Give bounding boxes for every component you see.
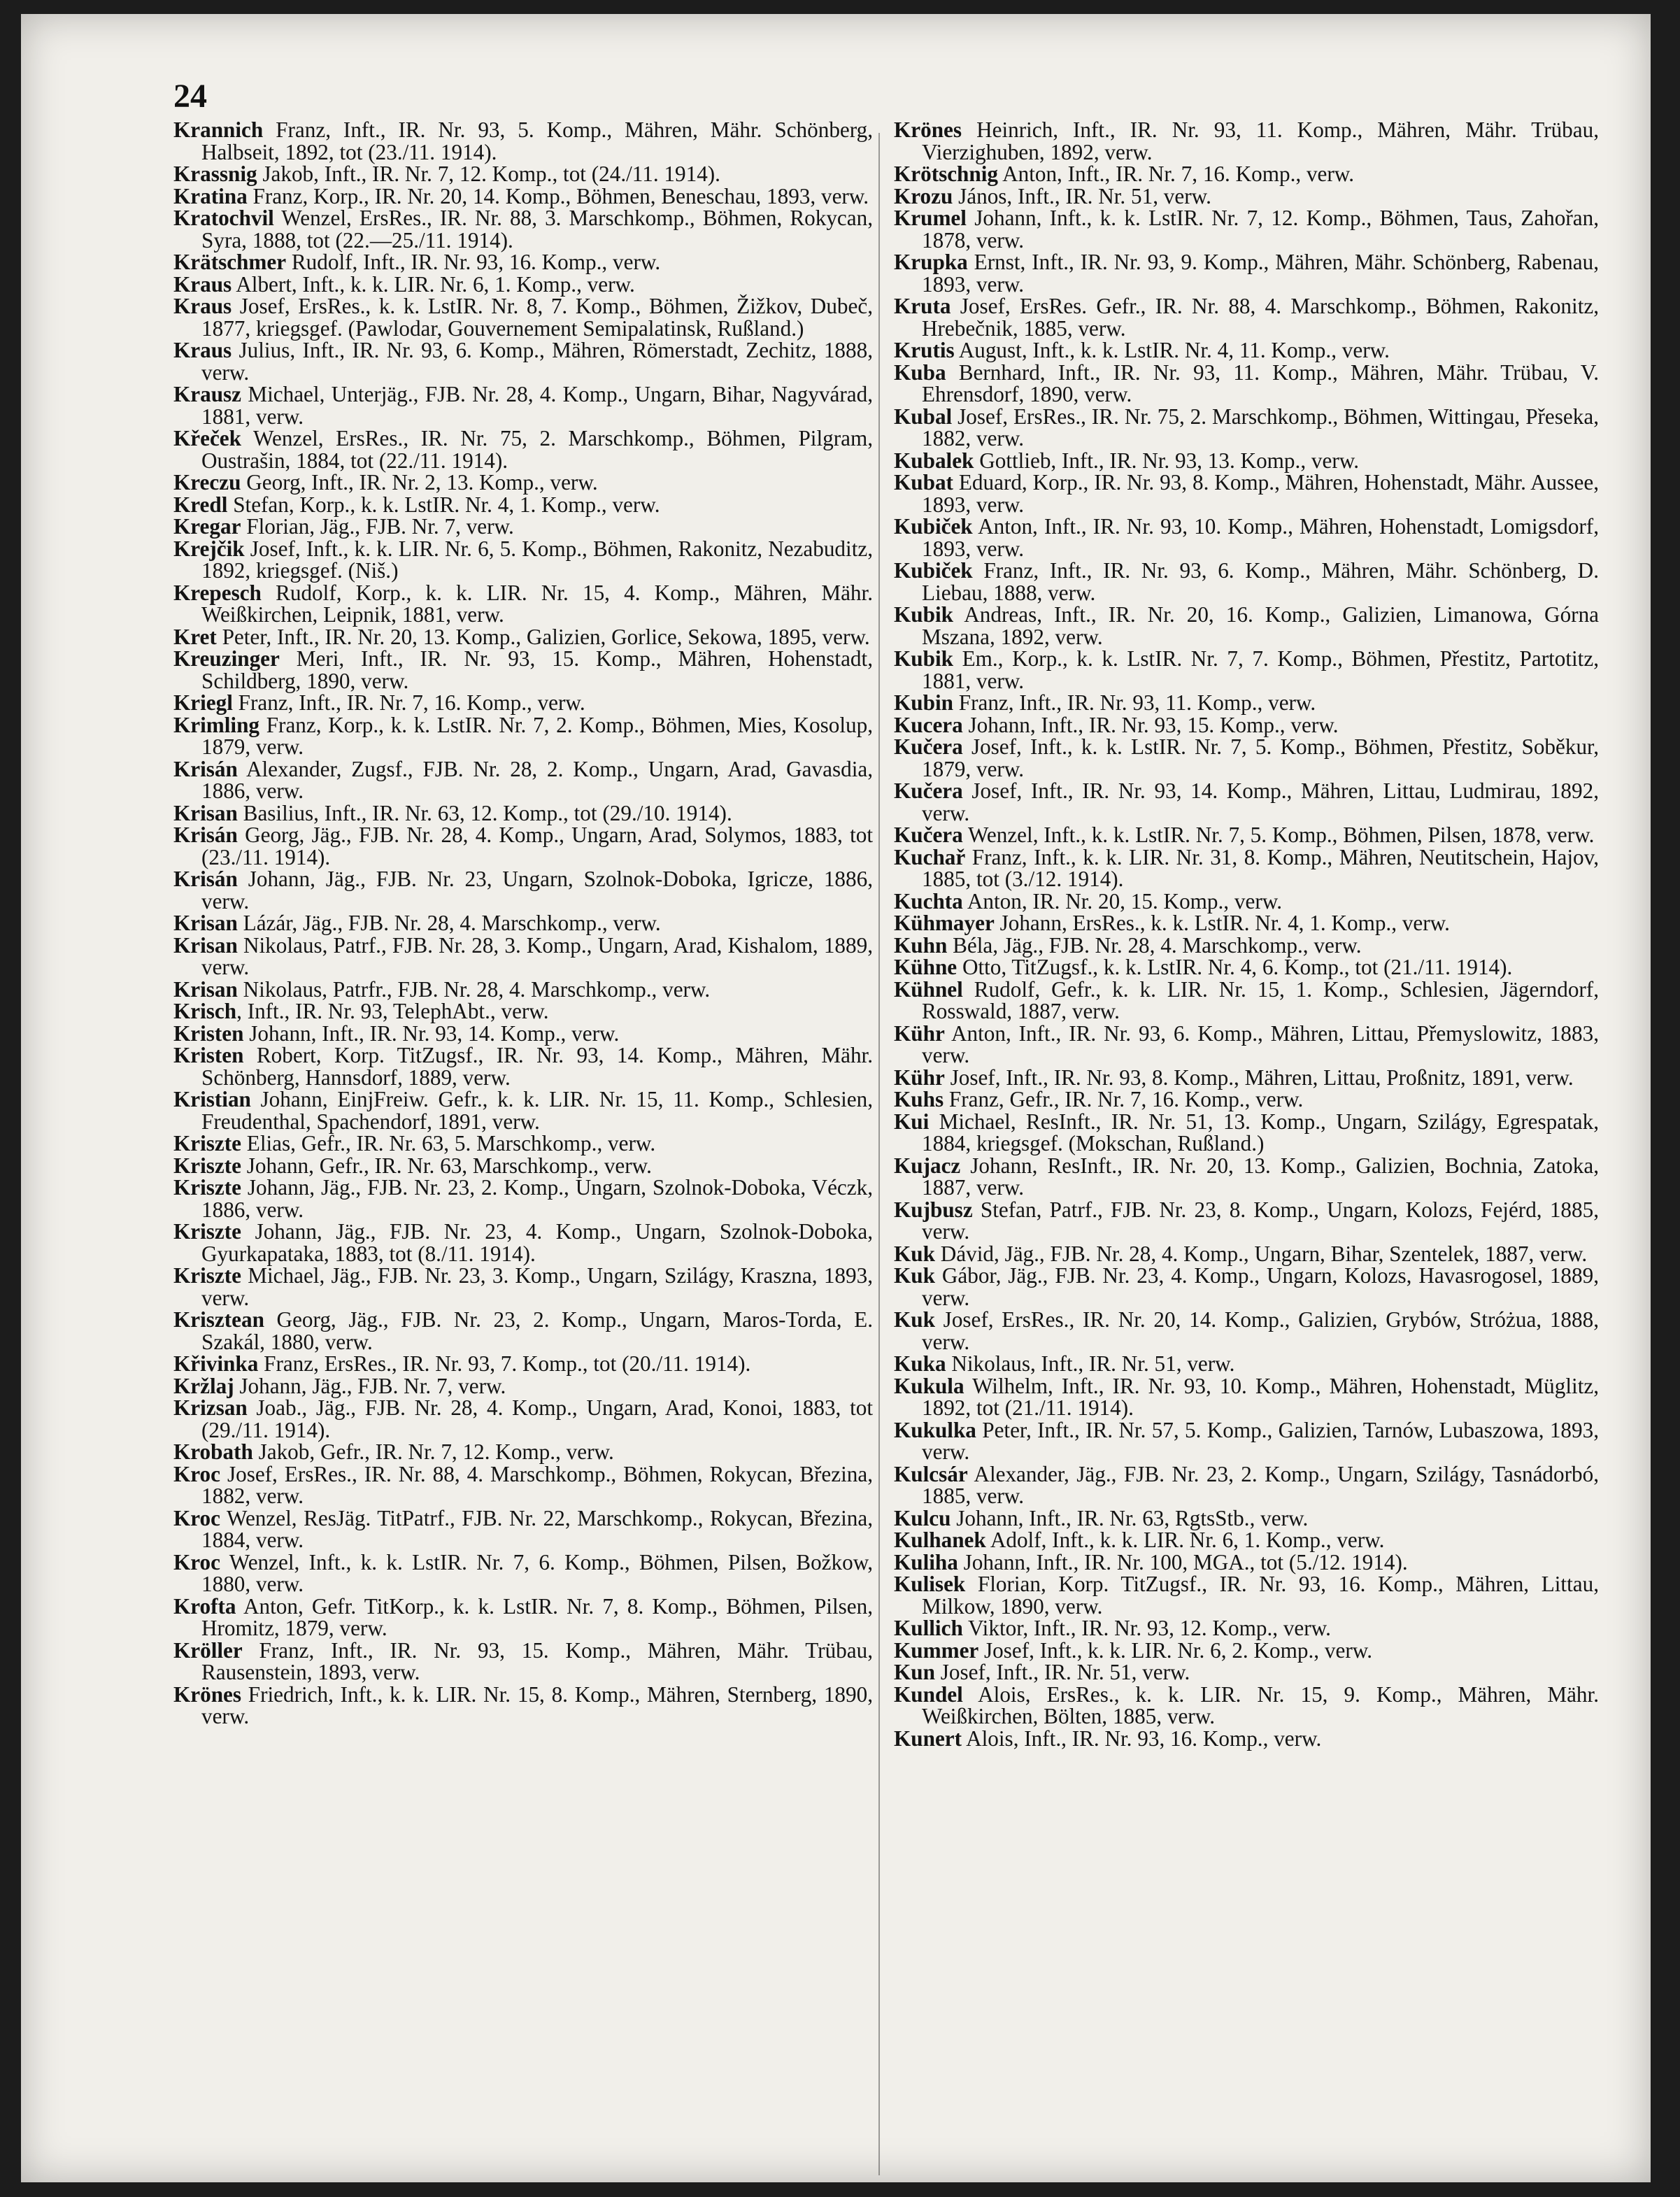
entry-details: Josef, ErsRes., IR. Nr. 20, 14. Komp., Galizien, Grybów, Stróżua, 1888, verw. xyxy=(922,1307,1599,1354)
entry-surname: Kriszte xyxy=(173,1153,241,1178)
entry-surname: Kuchař xyxy=(894,844,966,869)
casualty-entry xyxy=(894,450,1599,472)
entry-details: Georg, Jäg., FJB. Nr. 23, 2. Komp., Ungarn, Maros-Torda, E. Szakál, 1880, verw. xyxy=(201,1307,873,1354)
entry-details: Wilhelm, Inft., IR. Nr. 93, 10. Komp., Mähren, Hohenstadt, Müglitz, 1892, tot (21./11. 1914). xyxy=(922,1373,1599,1420)
casualty-entry xyxy=(894,890,1599,913)
casualty-entry xyxy=(894,362,1599,406)
entry-surname: Křeček xyxy=(173,426,241,450)
entry-details: Alexander, Zugsf., FJB. Nr. 28, 2. Komp., Ungarn, Arad, Gavasdia, 1886, verw. xyxy=(201,756,873,803)
entry-details: Franz, Inft., IR. Nr. 93, 6. Komp., Mähren, Mähr. Schönberg, D. Liebau, 1888, verw. xyxy=(922,558,1599,605)
entry-surname: Kriszte xyxy=(173,1263,241,1288)
entry-surname: Kubal xyxy=(894,404,953,429)
entry-details: Wenzel, ErsRes., IR. Nr. 88, 3. Marschkomp., Böhmen, Rokycan, Syra, 1888, tot (22.—25./11. 1914). xyxy=(201,206,873,253)
entry-details: Em., Korp., k. k. LstIR. Nr. 7, 7. Komp., Böhmen, Přestitz, Partotitz, 1881, verw. xyxy=(922,646,1599,693)
entry-details: Wenzel, ResJäg. TitPatrf., FJB. Nr. 22, Marschkomp., Rokycan, Březina, 1884, verw. xyxy=(201,1505,873,1552)
casualty-entry xyxy=(894,976,1599,1023)
entry-details: Eduard, Korp., IR. Nr. 93, 8. Komp., Mähren, Hohenstadt, Mähr. Aussee, 1893, verw. xyxy=(922,470,1599,517)
page-number: 24 xyxy=(173,78,207,115)
entry-surname: Kummer xyxy=(894,1637,979,1663)
entry-details: Johann, EinjFreiw. Gefr., k. k. LIR. Nr. 15, 11. Komp., Schlesien, Freudenthal, Spachendorf, 1891, verw. xyxy=(201,1087,873,1134)
casualty-entry xyxy=(894,1507,1599,1530)
entry-details: Otto, TitZugsf., k. k. LstIR. Nr. 4, 6. Komp., tot (21./11. 1914). xyxy=(957,955,1513,979)
casualty-entry xyxy=(894,1551,1599,1574)
entry-details: , Inft., IR. Nr. 93, TelephAbt., verw. xyxy=(236,999,549,1023)
entry-details: Nikolaus, Patrf., FJB. Nr. 28, 3. Komp., Ungarn, Arad, Kishalom, 1889, verw. xyxy=(201,932,873,979)
casualty-entry xyxy=(894,163,1599,185)
casualty-entry xyxy=(173,1681,873,1728)
entry-details: August, Inft., k. k. LstIR. Nr. 4, 11. Komp., verw. xyxy=(954,338,1390,362)
entry-surname: Kraus xyxy=(173,338,232,362)
entry-surname: Kristen xyxy=(173,1043,244,1067)
entry-details: Franz, Korp., IR. Nr. 20, 14. Komp., Böhmen, Beneschau, 1893, verw. xyxy=(247,183,869,208)
casualty-entry xyxy=(894,207,1599,251)
entry-surname: Kujbusz xyxy=(894,1197,973,1222)
entry-details: János, Inft., IR. Nr. 51, verw. xyxy=(953,183,1211,208)
entry-surname: Kraus xyxy=(173,294,232,318)
entry-details: Wenzel, Inft., k. k. LstIR. Nr. 7, 6. Komp., Böhmen, Pilsen, Božkow, 1880, verw. xyxy=(201,1549,873,1596)
casualty-entry xyxy=(894,1463,1599,1507)
entry-details: Gottlieb, Inft., IR. Nr. 93, 13. Komp., verw. xyxy=(974,448,1360,473)
column-divider xyxy=(878,133,880,2175)
entry-details: Josef, Inft., IR. Nr. 51, verw. xyxy=(934,1660,1190,1684)
entry-surname: Krejčik xyxy=(173,536,245,561)
entry-surname: Kratochvil xyxy=(173,206,274,230)
entry-surname: Kuk xyxy=(894,1241,935,1266)
casualty-entry xyxy=(173,1265,873,1309)
entry-surname: Kregar xyxy=(173,514,241,539)
entry-surname: Kubiček xyxy=(894,558,973,583)
casualty-entry xyxy=(173,295,873,339)
casualty-entry xyxy=(173,273,873,296)
entry-details: Dávid, Jäg., FJB. Nr. 28, 4. Komp., Ungarn, Bihar, Szentelek, 1887, verw. xyxy=(934,1241,1588,1266)
casualty-entry xyxy=(894,692,1599,714)
entry-surname: Kubik xyxy=(894,646,953,671)
entry-details: Johann, Inft., IR. Nr. 93, 15. Komp., verw. xyxy=(962,712,1339,737)
casualty-entry xyxy=(173,516,873,538)
casualty-entry xyxy=(894,956,1599,979)
casualty-entry xyxy=(173,207,873,251)
entry-details: Josef, ErsRes., IR. Nr. 75, 2. Marschkomp., Böhmen, Wittingau, Přeseka, 1882, verw. xyxy=(922,404,1599,450)
casualty-entry xyxy=(894,780,1599,824)
casualty-entry xyxy=(173,163,873,185)
left-column xyxy=(173,119,873,1728)
entry-details: Heinrich, Inft., IR. Nr. 93, 11. Komp., Mähren, Mähr. Trübau, Vierzighuben, 1892, verw. xyxy=(922,118,1599,164)
casualty-entry xyxy=(173,1309,873,1353)
casualty-entry xyxy=(173,582,873,626)
entry-details: Johann, Jäg., FJB. Nr. 7, verw. xyxy=(234,1373,506,1398)
entry-surname: Kühnel xyxy=(894,976,963,1002)
entry-details: Michael, Jäg., FJB. Nr. 23, 3. Komp., Ungarn, Szilágy, Kraszna, 1893, verw. xyxy=(201,1263,873,1310)
casualty-entry xyxy=(173,427,873,471)
entry-surname: Kulcu xyxy=(894,1505,951,1530)
entry-details: Georg, Jäg., FJB. Nr. 28, 4. Komp., Ungarn, Arad, Solymos, 1883, tot (23./11. 1914). xyxy=(201,823,873,869)
casualty-entry xyxy=(173,538,873,582)
entry-surname: Kühmayer xyxy=(894,911,995,935)
entry-surname: Krönes xyxy=(894,118,962,142)
entry-surname: Kruta xyxy=(894,294,951,318)
casualty-entry xyxy=(894,1243,1599,1265)
entry-details: Friedrich, Inft., k. k. LIR. Nr. 15, 8. Komp., Mähren, Sternberg, 1890, verw. xyxy=(201,1681,873,1728)
casualty-entry xyxy=(173,1023,873,1045)
entry-surname: Kühr xyxy=(894,1021,945,1046)
entry-surname: Krutis xyxy=(894,338,955,362)
entry-surname: Kreuzinger xyxy=(173,646,280,671)
entry-surname: Krisán xyxy=(173,823,238,847)
entry-details: Alois, Inft., IR. Nr. 93, 16. Komp., verw. xyxy=(962,1726,1322,1751)
entry-surname: Kuka xyxy=(894,1351,946,1376)
entry-details: Andreas, Inft., IR. Nr. 20, 16. Komp., Galizien, Limanowa, Górna Mszana, 1892, verw. xyxy=(922,602,1599,649)
casualty-entry xyxy=(173,912,873,934)
entry-surname: Kroc xyxy=(173,1461,220,1486)
entry-details: Josef, ErsRes., IR. Nr. 88, 4. Marschkomp., Böhmen, Rokycan, Březina, 1882, verw. xyxy=(201,1461,873,1508)
entry-surname: Krannich xyxy=(173,118,264,142)
entry-details: Elias, Gefr., IR. Nr. 63, 5. Marschkomp., verw. xyxy=(241,1131,656,1156)
casualty-entry xyxy=(894,1265,1599,1309)
entry-details: Johann, ResInft., IR. Nr. 20, 13. Komp., Galizien, Bochnia, Zatoka, 1887, verw. xyxy=(922,1153,1599,1200)
casualty-entry xyxy=(173,339,873,383)
entry-surname: Kraus xyxy=(173,271,232,297)
casualty-entry xyxy=(894,1023,1599,1067)
entry-surname: Krausz xyxy=(173,382,242,406)
casualty-entry xyxy=(894,1529,1599,1551)
entry-surname: Kriegl xyxy=(173,690,233,715)
casualty-entry xyxy=(894,1681,1599,1728)
entry-details: Rudolf, Korp., k. k. LIR. Nr. 15, 4. Komp., Mähren, Mähr. Weißkirchen, Leipnik, 1881, verw. xyxy=(201,580,873,627)
entry-surname: Kučera xyxy=(894,734,963,759)
casualty-entry xyxy=(173,868,873,912)
casualty-entry xyxy=(173,494,873,516)
entry-surname: Kulisek xyxy=(894,1572,966,1596)
casualty-entry xyxy=(894,1617,1599,1640)
entry-details: Franz, Inft., IR. Nr. 93, 5. Komp., Mähren, Mähr. Schönberg, Halbseit, 1892, tot (23./11. 1914). xyxy=(201,118,873,164)
entry-details: Johann, Inft., IR. Nr. 93, 14. Komp., verw. xyxy=(243,1021,620,1046)
casualty-entry xyxy=(894,1353,1599,1375)
casualty-entry xyxy=(173,934,873,979)
casualty-entry xyxy=(894,1661,1599,1684)
entry-details: Franz, Inft., IR. Nr. 93, 11. Komp., verw. xyxy=(953,690,1316,715)
entry-surname: Kunert xyxy=(894,1726,962,1751)
entry-details: Jakob, Gefr., IR. Nr. 7, 12. Komp., verw. xyxy=(252,1439,614,1464)
document-page xyxy=(21,14,1651,2182)
entry-details: Rudolf, Inft., IR. Nr. 93, 16. Komp., verw. xyxy=(286,250,661,274)
entry-surname: Krisán xyxy=(173,867,238,891)
entry-details: Gábor, Jäg., FJB. Nr. 23, 4. Komp., Ungarn, Kolozs, Havasrogosel, 1889, verw. xyxy=(922,1263,1599,1310)
entry-details: Franz, Inft., IR. Nr. 93, 15. Komp., Mähren, Mähr. Trübau, Rausenstein, 1893, verw. xyxy=(201,1637,873,1684)
entry-surname: Kučera xyxy=(894,778,963,803)
casualty-entry xyxy=(173,1507,873,1551)
casualty-entry xyxy=(894,714,1599,737)
entry-surname: Kubalek xyxy=(894,448,974,473)
casualty-entry xyxy=(173,1221,873,1265)
entry-surname: Kubiček xyxy=(894,514,973,539)
casualty-entry xyxy=(894,648,1599,692)
entry-surname: Kröller xyxy=(173,1637,243,1663)
entry-details: Anton, IR. Nr. 20, 15. Komp., verw. xyxy=(962,888,1283,913)
entry-surname: Křivinka xyxy=(173,1351,259,1376)
entry-surname: Krisán xyxy=(173,756,238,781)
entry-details: Johann, Inft., IR. Nr. 100, MGA., tot (5./12. 1914). xyxy=(958,1549,1408,1574)
casualty-entry xyxy=(894,846,1599,890)
entry-details: Julius, Inft., IR. Nr. 93, 6. Komp., Mähren, Römerstadt, Zechitz, 1888, verw. xyxy=(201,338,873,385)
entry-details: Michael, Unterjäg., FJB. Nr. 28, 4. Komp., Ungarn, Bihar, Nagyvárad, 1881, verw. xyxy=(201,382,873,429)
entry-surname: Kukulka xyxy=(894,1417,976,1442)
entry-details: Franz, ErsRes., IR. Nr. 93, 7. Komp., tot (20./11. 1914). xyxy=(258,1351,751,1376)
entry-details: Rudolf, Gefr., k. k. LIR. Nr. 15, 1. Komp., Schlesien, Jägerndorf, Rosswald, 1887, verw. xyxy=(922,976,1599,1023)
entry-surname: Krisch xyxy=(173,999,237,1023)
entry-surname: Kucera xyxy=(894,712,963,737)
casualty-entry xyxy=(173,1375,873,1398)
entry-details: Josef, Inft., IR. Nr. 93, 8. Komp., Mähren, Littau, Proßnitz, 1891, verw. xyxy=(944,1065,1574,1090)
entry-surname: Kuk xyxy=(894,1307,935,1332)
casualty-entry xyxy=(173,1551,873,1595)
entry-surname: Krobath xyxy=(173,1439,253,1464)
entry-surname: Kuk xyxy=(894,1263,935,1288)
casualty-entry xyxy=(894,934,1599,957)
entry-details: Michael, ResInft., IR. Nr. 51, 13. Komp., Ungarn, Szilágy, Egrespatak, 1884, kriegsgef. (Mokschan, Rußland.) xyxy=(922,1109,1599,1156)
entry-surname: Kuchta xyxy=(894,888,963,913)
casualty-entry xyxy=(894,1573,1599,1617)
entry-surname: Kristen xyxy=(173,1021,244,1046)
entry-details: Johann, Gefr., IR. Nr. 63, Marschkomp., verw. xyxy=(241,1153,652,1178)
entry-surname: Krozu xyxy=(894,183,953,208)
casualty-entry xyxy=(173,626,873,648)
casualty-entry xyxy=(894,736,1599,780)
entry-surname: Kubik xyxy=(894,602,953,627)
entry-surname: Kriszte xyxy=(173,1219,241,1244)
entry-details: Franz, Inft., IR. Nr. 7, 16. Komp., verw. xyxy=(232,690,585,715)
casualty-entry xyxy=(173,1441,873,1463)
entry-details: Josef, ErsRes. Gefr., IR. Nr. 88, 4. Marschkomp., Böhmen, Rakonitz, Hrebečnik, 1885, verw. xyxy=(922,294,1599,341)
casualty-entry xyxy=(173,251,873,273)
entry-surname: Kreczu xyxy=(173,470,241,495)
entry-surname: Kubat xyxy=(894,470,953,495)
entry-surname: Krisan xyxy=(173,976,238,1002)
casualty-entry xyxy=(173,976,873,1002)
casualty-entry xyxy=(173,1463,873,1507)
entry-surname: Kristian xyxy=(173,1087,251,1111)
entry-details: Johann, Jäg., FJB. Nr. 23, Ungarn, Szolnok-Doboka, Igricze, 1886, verw. xyxy=(201,867,873,913)
entry-surname: Krizsan xyxy=(173,1395,248,1420)
entry-details: Lázár, Jäg., FJB. Nr. 28, 4. Marschkomp., verw. xyxy=(237,911,661,935)
casualty-entry xyxy=(173,714,873,758)
entry-surname: Krisztean xyxy=(173,1307,264,1332)
casualty-entry xyxy=(173,1000,873,1023)
entry-surname: Krisan xyxy=(173,932,238,958)
entry-details: Jakob, Inft., IR. Nr. 7, 12. Komp., tot (24./11. 1914). xyxy=(257,162,720,186)
casualty-entry xyxy=(173,383,873,427)
entry-surname: Krisan xyxy=(173,800,238,825)
entry-details: Ernst, Inft., IR. Nr. 93, 9. Komp., Mähren, Mähr. Schönberg, Rabenau, 1893, verw. xyxy=(922,250,1599,297)
casualty-entry xyxy=(894,912,1599,934)
entry-surname: Kržlaj xyxy=(173,1373,234,1398)
casualty-entry xyxy=(173,1088,873,1132)
entry-surname: Kredl xyxy=(173,492,228,517)
casualty-entry xyxy=(894,1088,1599,1111)
entry-details: Anton, Inft., IR. Nr. 93, 6. Komp., Mähren, Littau, Přemyslowitz, 1883, verw. xyxy=(922,1021,1599,1067)
entry-details: Adolf, Inft., k. k. LIR. Nr. 6, 1. Komp., verw. xyxy=(985,1528,1385,1552)
casualty-entry xyxy=(173,824,873,868)
casualty-entry xyxy=(173,1044,873,1088)
right-column xyxy=(894,119,1599,1749)
entry-details: Johann, Jäg., FJB. Nr. 23, 4. Komp., Ungarn, Szolnok-Doboka, Gyurkapataka, 1883, tot (8./11. 1914). xyxy=(201,1219,873,1266)
entry-surname: Kui xyxy=(894,1109,930,1134)
entry-surname: Kuhn xyxy=(894,932,948,958)
entry-surname: Krofta xyxy=(173,1593,236,1619)
casualty-entry xyxy=(173,692,873,714)
entry-details: Johann, Inft., k. k. LstIR. Nr. 7, 12. Komp., Böhmen, Taus, Zahořan, 1878, verw. xyxy=(922,206,1599,253)
casualty-entry xyxy=(894,406,1599,450)
entry-surname: Kühne xyxy=(894,955,958,979)
entry-details: Peter, Inft., IR. Nr. 57, 5. Komp., Galizien, Tarnów, Lubaszowa, 1893, verw. xyxy=(922,1417,1599,1464)
entry-details: Josef, Inft., k. k. LIR. Nr. 6, 5. Komp., Böhmen, Rakonitz, Nezabuditz, 1892, kriegsgef. (Niš.) xyxy=(201,536,873,583)
entry-details: Béla, Jäg., FJB. Nr. 28, 4. Marschkomp., verw. xyxy=(947,932,1362,958)
entry-surname: Kriszte xyxy=(173,1131,241,1156)
entry-details: Johann, Inft., IR. Nr. 63, RgtsStb., verw. xyxy=(951,1505,1309,1530)
entry-details: Basilius, Inft., IR. Nr. 63, 12. Komp., tot (29./10. 1914). xyxy=(237,800,732,825)
casualty-entry xyxy=(173,471,873,494)
casualty-entry xyxy=(894,516,1599,560)
casualty-entry xyxy=(894,1728,1599,1750)
entry-details: Franz, Gefr., IR. Nr. 7, 16. Komp., verw. xyxy=(944,1087,1304,1111)
casualty-entry xyxy=(173,1595,873,1640)
entry-surname: Kühr xyxy=(894,1065,945,1090)
entry-details: Josef, Inft., IR. Nr. 93, 14. Komp., Mähren, Littau, Ludmirau, 1892, verw. xyxy=(922,778,1599,825)
entry-surname: Kroc xyxy=(173,1549,220,1574)
entry-details: Josef, Inft., k. k. LIR. Nr. 6, 2. Komp., verw. xyxy=(978,1637,1372,1663)
casualty-entry xyxy=(894,1155,1599,1199)
entry-details: Georg, Inft., IR. Nr. 2, 13. Komp., verw. xyxy=(241,470,598,495)
entry-surname: Kun xyxy=(894,1660,935,1684)
entry-details: Peter, Inft., IR. Nr. 20, 13. Komp., Galizien, Gorlice, Sekowa, 1895, verw. xyxy=(216,624,870,649)
entry-surname: Krönes xyxy=(173,1681,242,1707)
casualty-entry xyxy=(173,648,873,692)
entry-surname: Krupka xyxy=(894,250,968,274)
entry-surname: Kuhs xyxy=(894,1087,944,1111)
entry-surname: Kučera xyxy=(894,823,963,847)
entry-surname: Kundel xyxy=(894,1681,963,1707)
casualty-entry xyxy=(894,604,1599,648)
casualty-entry xyxy=(894,119,1599,163)
casualty-entry xyxy=(894,1637,1599,1663)
entry-surname: Krätschmer xyxy=(173,250,287,274)
casualty-entry xyxy=(894,1419,1599,1463)
entry-details: Bernhard, Inft., IR. Nr. 93, 11. Komp., Mähren, Mähr. Trübau, V. Ehrensdorf, 1890, verw. xyxy=(922,360,1599,406)
entry-details: Wenzel, ErsRes., IR. Nr. 75, 2. Marschkomp., Böhmen, Pilgram, Oustrašin, 1884, tot (22./11. 1914). xyxy=(201,426,873,473)
entry-details: Anton, Gefr. TitKorp., k. k. LstIR. Nr. 7, 8. Komp., Böhmen, Pilsen, Hromitz, 1879, verw. xyxy=(201,1593,873,1640)
entry-surname: Kuliha xyxy=(894,1549,958,1574)
casualty-entry xyxy=(173,1637,873,1684)
casualty-entry xyxy=(173,1176,873,1221)
casualty-entry xyxy=(894,1375,1599,1419)
entry-surname: Krumel xyxy=(894,206,967,230)
casualty-entry xyxy=(894,295,1599,339)
entry-surname: Krisan xyxy=(173,911,238,935)
casualty-entry xyxy=(173,119,873,163)
casualty-entry xyxy=(894,824,1599,846)
casualty-entry xyxy=(894,1309,1599,1353)
entry-details: Wenzel, Inft., k. k. LstIR. Nr. 7, 5. Komp., Böhmen, Pilsen, 1878, verw. xyxy=(962,823,1595,847)
entry-surname: Kulcsár xyxy=(894,1461,968,1486)
entry-surname: Kujacz xyxy=(894,1153,961,1178)
entry-surname: Krassnig xyxy=(173,162,257,186)
casualty-entry xyxy=(173,1155,873,1177)
casualty-entry xyxy=(894,471,1599,516)
entry-surname: Kriszte xyxy=(173,1175,241,1200)
casualty-entry xyxy=(894,339,1599,362)
casualty-entry xyxy=(173,185,873,208)
entry-surname: Kulhanek xyxy=(894,1528,986,1552)
entry-surname: Kratina xyxy=(173,183,248,208)
entry-surname: Kubin xyxy=(894,690,953,715)
casualty-entry xyxy=(894,560,1599,604)
entry-surname: Kuba xyxy=(894,360,946,385)
casualty-entry xyxy=(173,758,873,802)
entry-details: Alois, ErsRes., k. k. LIR. Nr. 15, 9. Komp., Mähren, Mähr. Weißkirchen, Bölten, 1885, verw. xyxy=(922,1681,1599,1728)
entry-surname: Krötschnig xyxy=(894,162,999,186)
entry-details: Viktor, Inft., IR. Nr. 93, 12. Komp., verw. xyxy=(962,1616,1331,1640)
entry-details: Albert, Inft., k. k. LIR. Nr. 6, 1. Komp., verw. xyxy=(232,271,635,297)
entry-surname: Kret xyxy=(173,624,217,649)
entry-details: Florian, Jäg., FJB. Nr. 7, verw. xyxy=(241,514,514,539)
entry-details: Stefan, Patrf., FJB. Nr. 23, 8. Komp., Ungarn, Kolozs, Fejérd, 1885, verw. xyxy=(922,1197,1599,1244)
entry-details: Franz, Inft., k. k. LIR. Nr. 31, 8. Komp., Mähren, Neutitschein, Hajov, 1885, tot (3./12. 1914). xyxy=(922,844,1599,891)
entry-details: Anton, Inft., IR. Nr. 7, 16. Komp., verw. xyxy=(998,162,1355,186)
entry-details: Franz, Korp., k. k. LstIR. Nr. 7, 2. Komp., Böhmen, Mies, Kosolup, 1879, verw. xyxy=(201,712,873,759)
casualty-entry xyxy=(173,1397,873,1441)
entry-details: Nikolaus, Patrfr., FJB. Nr. 28, 4. Marschkomp., verw. xyxy=(237,976,711,1002)
entry-surname: Krepesch xyxy=(173,580,262,605)
entry-details: Josef, ErsRes., k. k. LstIR. Nr. 8, 7. Komp., Böhmen, Žižkov, Dubeč, 1877, kriegsgef. (Pawlodar, Gouvernement Semipalatinsk, Rußland.) xyxy=(201,294,873,341)
entry-details: Josef, Inft., k. k. LstIR. Nr. 7, 5. Komp., Böhmen, Přestitz, Soběkur, 1879, verw. xyxy=(922,734,1599,781)
casualty-entry xyxy=(894,1111,1599,1155)
casualty-entry xyxy=(894,185,1599,208)
entry-surname: Kullich xyxy=(894,1616,963,1640)
entry-details: Alexander, Jäg., FJB. Nr. 23, 2. Komp., Ungarn, Szilágy, Tasnádorbó, 1885, verw. xyxy=(922,1461,1599,1508)
casualty-entry xyxy=(173,1353,873,1375)
casualty-entry xyxy=(894,1199,1599,1243)
entry-details: Anton, Inft., IR. Nr. 93, 10. Komp., Mähren, Hohenstadt, Lomigsdorf, 1893, verw. xyxy=(922,514,1599,561)
casualty-entry xyxy=(894,1067,1599,1089)
entry-surname: Kukula xyxy=(894,1373,964,1398)
casualty-entry xyxy=(894,251,1599,295)
casualty-entry xyxy=(173,1132,873,1155)
entry-surname: Kroc xyxy=(173,1505,220,1530)
casualty-entry xyxy=(173,802,873,825)
entry-details: Meri, Inft., IR. Nr. 93, 15. Komp., Mähren, Hohenstadt, Schildberg, 1890, verw. xyxy=(201,646,873,693)
entry-details: Nikolaus, Inft., IR. Nr. 51, verw. xyxy=(946,1351,1235,1376)
entry-details: Florian, Korp. TitZugsf., IR. Nr. 93, 16. Komp., Mähren, Littau, Milkow, 1890, verw. xyxy=(922,1572,1599,1619)
entry-details: Stefan, Korp., k. k. LstIR. Nr. 4, 1. Komp., verw. xyxy=(227,492,660,517)
entry-surname: Krimling xyxy=(173,712,260,737)
entry-details: Robert, Korp. TitZugsf., IR. Nr. 93, 14. Komp., Mähren, Mähr. Schönberg, Hannsdorf, 1889, verw. xyxy=(201,1043,873,1090)
entry-details: Johann, Jäg., FJB. Nr. 23, 2. Komp., Ungarn, Szolnok-Doboka, Véczk, 1886, verw. xyxy=(201,1175,873,1222)
entry-details: Joab., Jäg., FJB. Nr. 28, 4. Komp., Ungarn, Arad, Konoi, 1883, tot (29./11. 1914). xyxy=(201,1395,873,1442)
entry-details: Johann, ErsRes., k. k. LstIR. Nr. 4, 1. Komp., verw. xyxy=(994,911,1450,935)
